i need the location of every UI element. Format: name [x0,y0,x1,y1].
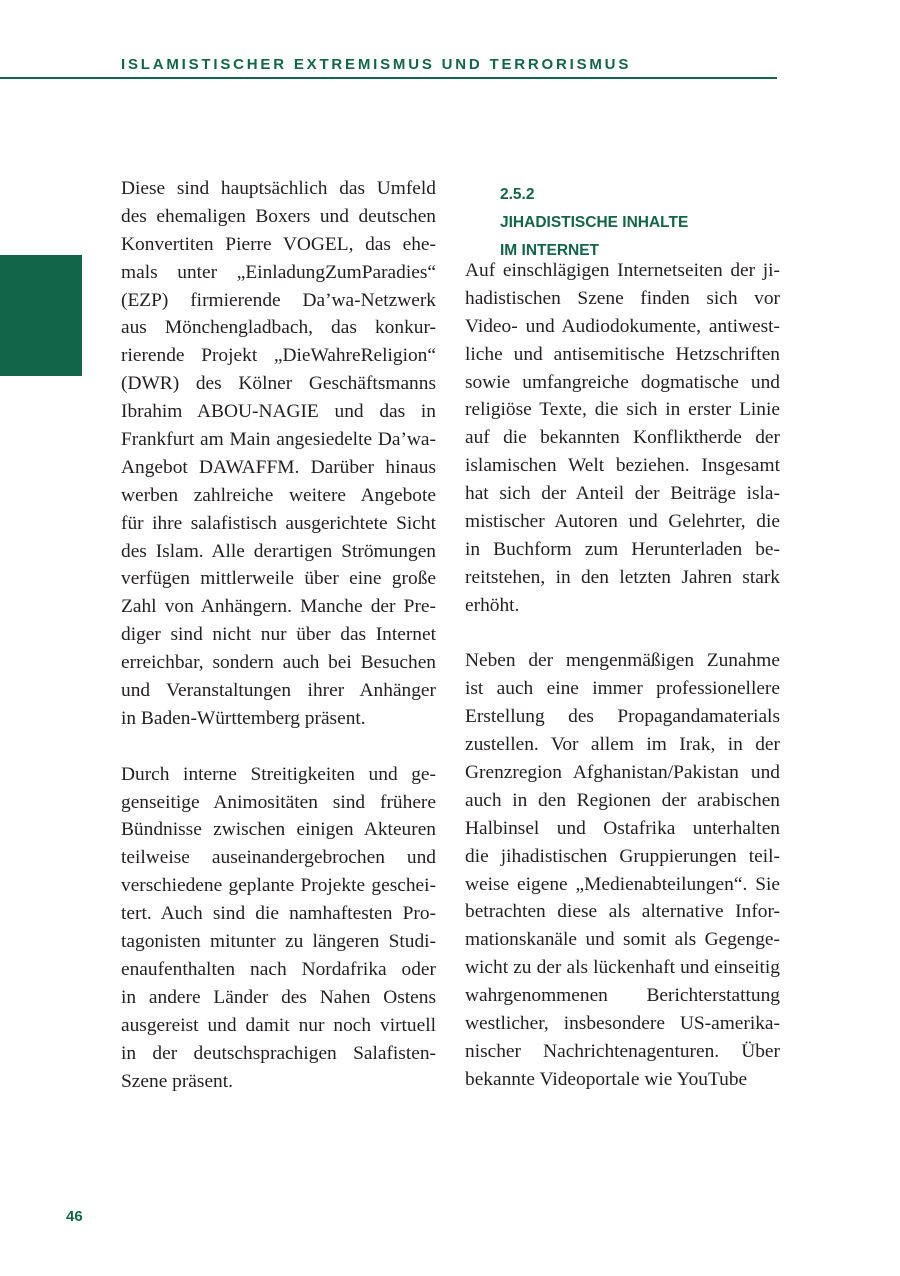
text-line: ist auch eine immer professionellere [465,678,780,700]
text-line: sowie umfangreiche dogmatische und [465,371,780,393]
text-line: verschiedene geplante Projekte geschei- [121,875,436,897]
text-line: Neben der mengenmäßigen Zunahme [465,650,780,672]
paragraph [121,175,436,733]
header-rule [0,77,777,79]
text-line: auf die bekannten Konfliktherde der [465,427,780,449]
text-line: Angebot DAWAFFM. Darüber hinaus [121,456,436,478]
text-line: religiöse Texte, die sich in erster Linie [465,399,780,421]
text-line: Video- und Audiodokumente, antiwest- [465,315,780,337]
text-line: in Buchform zum Herunterladen be- [465,538,780,560]
text-line: Zahl von Anhängern. Manche der Pre- [121,596,436,618]
text-line: Grenzregion Afghanistan/Pakistan und [465,762,780,784]
text-line: des Islam. Alle derartigen Strömungen [121,540,436,562]
text-line: Erstellung des Propagandamaterials [465,706,780,728]
text-line: für ihre salafistisch ausgerichtete Sicht [121,512,436,534]
text-line: Frankfurt am Main angesiedelte Da’wa- [121,429,436,451]
text-line: Durch interne Streitigkeiten und ge- [121,763,436,785]
text-line: betrachten diese als alternative Infor- [465,901,780,923]
text-line: verfügen mittlerweile über eine große [121,568,436,590]
text-line: Ibrahim ABOU-NAGIE und das in [121,401,436,423]
page-number: 46 [66,1208,83,1225]
text-line: hat sich der Anteil der Beiträge isla- [465,483,780,505]
text-line: Diese sind hauptsächlich das Umfeld [121,178,436,199]
text-line: des ehemaligen Boxers und deutschen [121,205,436,227]
text-line: reitstehen, in den letzten Jahren stark [465,566,780,588]
text-line: die jihadistischen Gruppierungen teil- [465,845,780,867]
paragraph [465,257,780,620]
section-number: 2.5.2 [500,186,535,203]
text-line: westlicher, insbesondere US-amerika- [465,1013,780,1035]
text-line: erreichbar, sondern auch bei Besuchen [121,652,436,674]
text-line: wahrgenommenen Berichterstattung [465,985,780,1007]
text-line: Szene präsent. [121,1070,233,1092]
text-line: mistischer Autoren und Gelehrter, die [465,511,780,533]
section-heading [500,181,688,265]
text-line: auch in den Regionen der arabischen [465,789,780,811]
text-line: nischer Nachrichtenagenturen. Über [465,1040,780,1062]
chapter-side-tab [0,255,82,376]
text-line: und Veranstaltungen ihrer Anhänger [121,680,436,702]
text-line: aus Mönchengladbach, das konkur- [121,317,436,339]
left-text-column [121,175,436,1095]
text-line: weise eigene „Medienabteilungen“. Sie [465,873,780,895]
section-title-line-1: JIHADISTISCHE INHALTE [500,213,689,231]
paragraph [121,761,436,1096]
text-line: werben zahlreiche weitere Angebote [121,484,436,506]
running-header: ISLAMISTISCHER EXTREMISMUS UND TERRORISMUS [121,56,632,73]
text-line: mals unter „EinladungZumParadies“ [121,261,436,283]
text-line: hadistischen Szene finden sich vor [465,287,780,309]
text-line: rierende Projekt „DieWahreReligion“ [121,345,436,367]
text-line: in der deutschsprachigen Salafisten- [121,1042,436,1064]
text-line: (DWR) des Kölner Geschäftsmanns [121,373,436,395]
text-line: zustellen. Vor allem im Irak, in der [465,734,780,756]
text-line: in andere Länder des Nahen Ostens [121,986,436,1008]
right-text-column [465,257,780,1094]
text-line: diger sind nicht nur über das Internet [121,624,436,646]
text-line: bekannte Videoportale wie YouTube [465,1068,748,1090]
text-line: tert. Auch sind die namhaftesten Pro- [121,903,436,925]
text-line: (EZP) firmierende Da’wa-Netzwerk [121,289,436,311]
text-line: mationskanäle und somit als Gegenge- [465,929,780,951]
paragraph-gap [465,620,780,648]
text-line: Halbinsel und Ostafrika unterhalten [465,817,780,839]
text-line: ausgereist und damit nur noch virtuell [121,1014,436,1036]
text-line: erhöht. [465,594,520,616]
text-line: liche und antisemitische Hetzschriften [465,343,780,365]
text-line: Konvertiten Pierre VOGEL, das ehe- [121,233,436,255]
text-line: Bündnisse zwischen einigen Akteuren [121,819,436,841]
text-line: tagonisten mitunter zu längeren Studi- [121,931,436,953]
paragraph-gap [121,733,436,761]
text-line: teilweise auseinandergebrochen und [121,847,436,869]
text-line: enaufenthalten nach Nordafrika oder [121,958,436,980]
text-line: islamischen Welt beziehen. Insgesamt [465,455,780,477]
text-line: in Baden-Württemberg präsent. [121,707,366,729]
text-line: wicht zu der als lückenhaft und einseitig [465,957,780,979]
text-line: genseitige Animositäten sind frühere [121,791,436,813]
text-line: Auf einschlägigen Internetseiten der ji- [465,260,780,281]
paragraph [465,647,780,1093]
section-title-line-2: IM INTERNET [500,241,600,259]
